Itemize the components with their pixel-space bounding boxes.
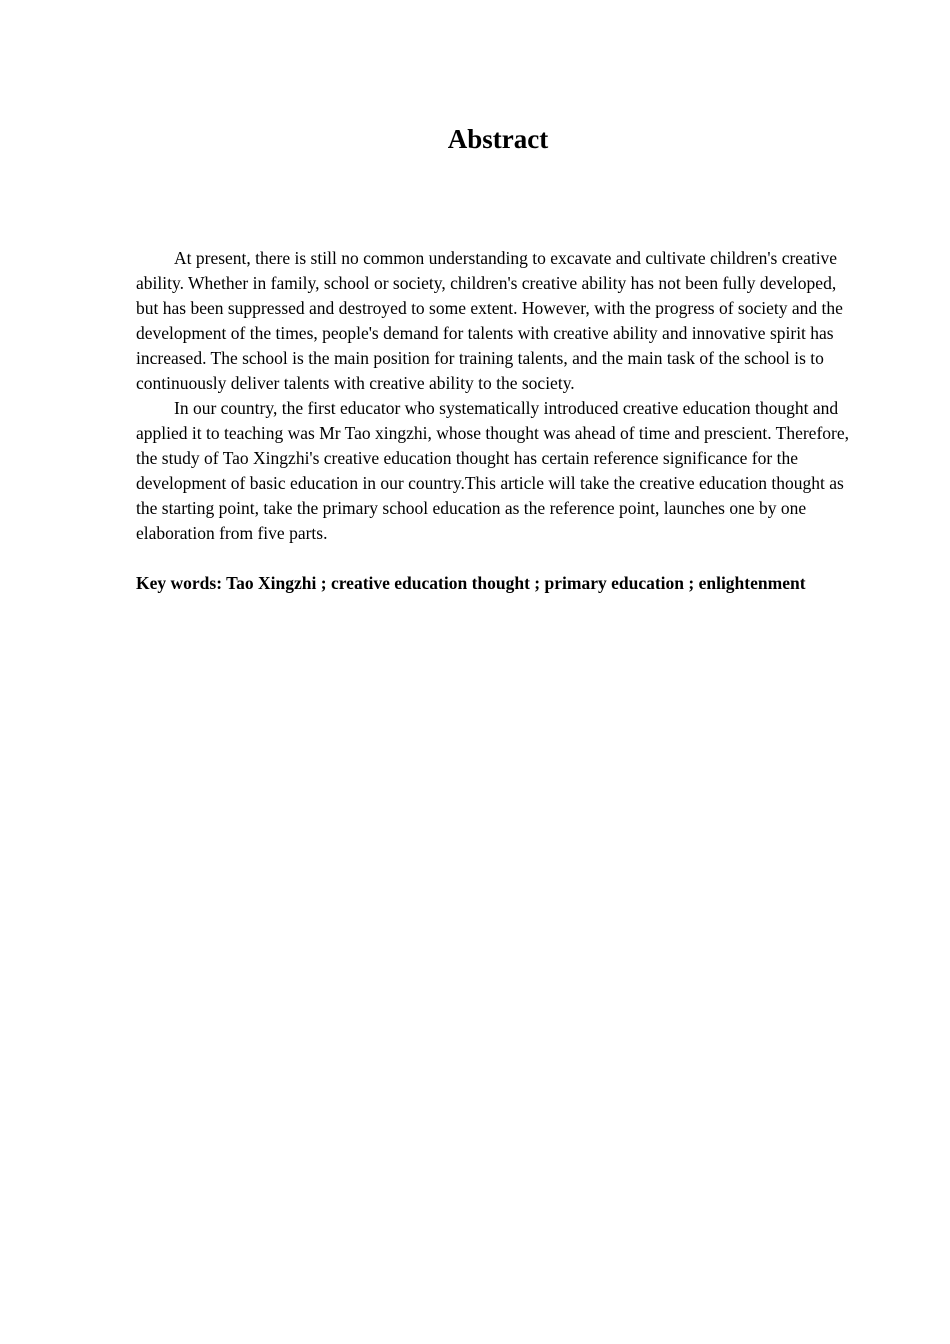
keywords-line: Key words: Tao Xingzhi ; creative education thought ; primary education ; enlightenment xyxy=(136,573,806,593)
abstract-paragraph-2: In our country, the first educator who systematically introduced creative education thought and applied it to teaching was Mr Tao xingzhi, whose thought was ahead of time and prescient. Therefore, the study of Tao Xingzhi's creative education thought has certain reference significance for the development of basic education in our country.This article will take the creative education thought as the starting point, take the primary school education as the reference point, launches one by one elaboration from five parts. xyxy=(136,398,849,543)
abstract-paragraph-1: At present, there is still no common understanding to excavate and cultivate children's creative ability. Whether in family, school or society, children's creative ability has not been fully developed, but has been suppressed and destroyed to some extent. However, with the progress of society and the development of the times, people's demand for talents with creative ability and innovative spirit has increased. The school is the main position for training talents, and the main task of the school is to continuously deliver talents with creative ability to the society. xyxy=(136,248,843,393)
page-title: Abstract xyxy=(447,124,549,154)
abstract-body xyxy=(136,246,860,596)
